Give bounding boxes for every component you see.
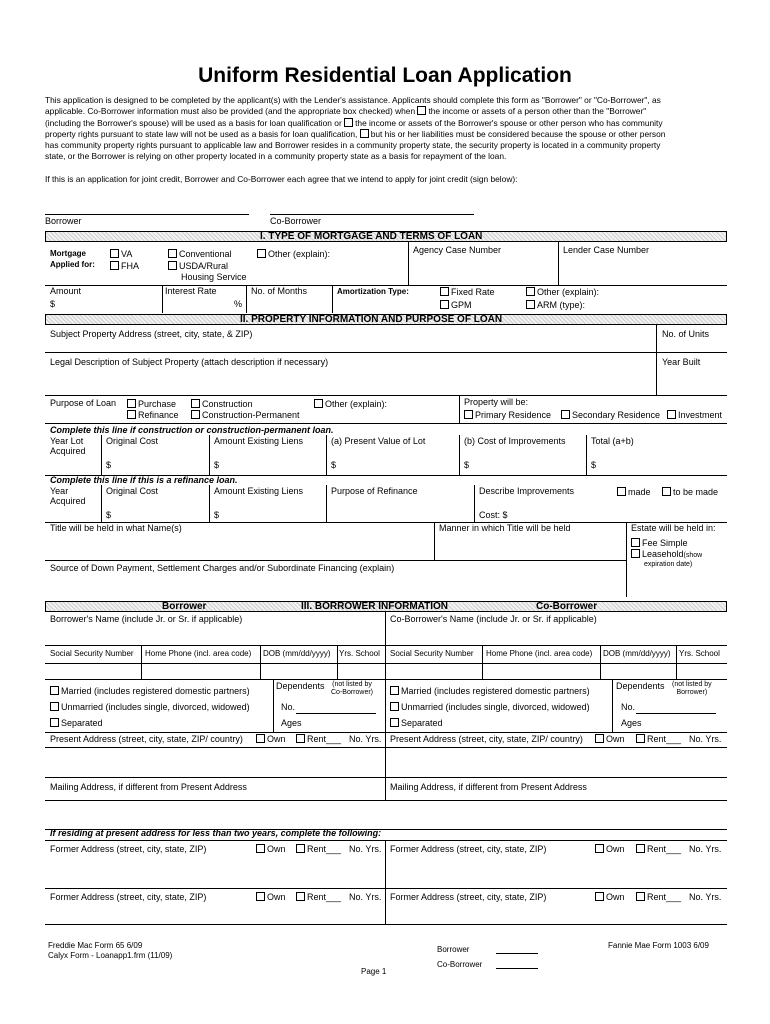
construction-perm-checkbox[interactable] — [191, 410, 200, 419]
c-former2-rent-checkbox[interactable] — [636, 892, 645, 901]
divider — [434, 522, 435, 560]
borrower-column-title: Borrower — [162, 601, 207, 612]
b-former-rent-option[interactable]: Rent___ — [296, 844, 341, 854]
amount-label: Amount — [50, 286, 82, 296]
conventional-label: Conventional — [179, 249, 232, 259]
b-former-own-checkbox[interactable] — [256, 844, 265, 853]
note-line: Co-Borrower) — [331, 689, 374, 696]
divider — [45, 777, 727, 778]
divider — [45, 395, 727, 396]
note-line: (not listed by — [672, 681, 712, 688]
coborrower-name-label: Co-Borrower's Name (include Jr. or Sr. if applicable) — [390, 614, 597, 624]
intro-line: This application is designed to be completed by the applicant(s) with the Lender's assistance. Applicants should complete this form as "Borrower" or "Co-Borrower", as — [45, 95, 661, 105]
borrower-name-label: Borrower's Name (include Jr. or Sr. if applicable) — [50, 614, 243, 624]
property-will-be-label: Property will be: — [464, 397, 529, 407]
divider — [162, 285, 163, 313]
c-no-yrs-label: No. Yrs. — [689, 734, 722, 744]
dollar-sign: $ — [214, 510, 220, 520]
other-amort-label: Other (explain): — [537, 287, 600, 297]
conventional-option[interactable] — [168, 249, 232, 259]
amount-dollar: $ — [50, 299, 56, 309]
year-built-label: Year Built — [662, 357, 701, 367]
b-former-address-label-2: Former Address (street, city, state, ZIP) — [50, 892, 207, 902]
joint-credit-text: If this is an application for joint credit, Borrower and Co-Borrower each agree that we intend to apply for joint credit (sign below): — [45, 174, 518, 184]
c-former2-rent-option[interactable]: Rent___ — [636, 892, 681, 902]
c-mailing-label: Mailing Address, if different from Present Address — [390, 782, 587, 792]
to-be-made-label: to be made — [673, 487, 719, 497]
leasehold-checkbox[interactable] — [631, 549, 640, 558]
investment-checkbox[interactable] — [667, 410, 676, 419]
c-dependents-ages: Ages — [621, 718, 642, 728]
borrower-signature-label: Borrower — [45, 216, 82, 226]
b-present-address-label: Present Address (street, city, state, ZIP/ country) — [50, 734, 243, 744]
c-former2-own-checkbox[interactable] — [595, 892, 604, 901]
b-separated-option[interactable] — [50, 718, 103, 728]
c-former-rent-option[interactable]: Rent___ — [636, 844, 681, 854]
fee-simple-option[interactable] — [631, 538, 688, 548]
coborrower-initials-line[interactable] — [496, 968, 538, 969]
title-held-label: Title will be held in what Name(s) — [50, 523, 182, 533]
primary-option[interactable] — [464, 410, 551, 420]
arm-option[interactable] — [526, 300, 585, 310]
form-title: Uniform Residential Loan Application — [198, 64, 572, 87]
divider — [45, 663, 727, 664]
other-amort-checkbox[interactable] — [526, 287, 535, 296]
fixed-rate-checkbox[interactable] — [440, 287, 449, 296]
coborrower-column-title: Co-Borrower — [536, 601, 598, 612]
section-2-header — [45, 314, 727, 325]
divider — [45, 732, 727, 733]
interest-rate-label: Interest Rate — [165, 286, 217, 296]
c-dependents-no-line[interactable] — [636, 713, 716, 714]
describe-improvements-label: Describe Improvements — [479, 486, 575, 496]
dollar-sign: $ — [591, 460, 597, 470]
usda-label-2: Housing Service — [181, 272, 247, 282]
c-former-own-checkbox[interactable] — [595, 844, 604, 853]
b-unmarried-checkbox[interactable] — [50, 702, 59, 711]
unmarried-label: Unmarried (includes single, divorced, widowed) — [401, 702, 590, 712]
secondary-checkbox[interactable] — [561, 410, 570, 419]
primary-label: Primary Residence — [475, 410, 552, 420]
leasehold-note-2: expiration date) — [644, 561, 693, 568]
rent-label: Rent — [647, 844, 667, 854]
amount-liens-label: Amount Existing Liens — [214, 436, 304, 446]
arm-checkbox[interactable] — [526, 300, 535, 309]
divider — [141, 645, 142, 679]
divider — [209, 485, 210, 522]
c-unmarried-checkbox[interactable] — [390, 702, 399, 711]
column-divider — [385, 840, 386, 924]
borrower-initials-line[interactable] — [496, 953, 538, 954]
construction-perm-label: Construction-Permanent — [202, 410, 300, 420]
divider — [45, 423, 727, 424]
c-rent-option[interactable]: Rent___ — [636, 734, 681, 744]
rent-label: Rent — [307, 892, 327, 902]
coborrower-dob-label: DOB (mm/dd/yyyy) — [603, 649, 671, 658]
usda-option[interactable] — [168, 261, 228, 271]
other-purpose-label: Other (explain): — [325, 399, 388, 409]
borrower-dob-label: DOB (mm/dd/yyyy) — [263, 649, 331, 658]
conventional-checkbox[interactable] — [168, 249, 177, 258]
original-cost-label: Original Cost — [106, 436, 159, 446]
coborrower-info-checkbox[interactable] — [417, 106, 426, 115]
divider — [337, 645, 338, 679]
intro-line: state, or the Borrower is relying on other property located in a community property state as a basis for repayment of the loan. — [45, 151, 507, 162]
intro-text: applicable. Co-Borrower information must also be provided (and the appropriate box checked) when — [45, 106, 416, 117]
divider — [101, 435, 102, 475]
usda-label: USDA/Rural — [179, 261, 229, 271]
b-unmarried-option[interactable] — [50, 702, 250, 712]
c-own-checkbox[interactable] — [595, 734, 604, 743]
section-3-title: III. BORROWER INFORMATION — [301, 601, 449, 612]
footer-borrower-label: Borrower — [437, 945, 470, 954]
b-former-address-label: Former Address (street, city, state, ZIP) — [50, 844, 207, 854]
dollar-sign: $ — [106, 460, 112, 470]
residing-note: If residing at present address for less than two years, complete the following: — [50, 828, 382, 838]
mortgage-applied-label — [50, 248, 95, 270]
made-label: made — [628, 487, 651, 497]
divider — [326, 435, 327, 475]
b-rent-option[interactable]: Rent___ — [296, 734, 341, 744]
other-purpose-checkbox[interactable] — [314, 399, 323, 408]
married-label: Married (includes registered domestic partners) — [401, 686, 590, 696]
divider — [45, 747, 727, 748]
b-former-no-yrs: No. Yrs. — [349, 844, 382, 854]
divider — [45, 560, 626, 561]
arm-label: ARM (type): — [537, 300, 586, 310]
own-label: Own — [606, 734, 625, 744]
b-separated-checkbox[interactable] — [50, 718, 59, 727]
c-own-option[interactable] — [595, 734, 625, 744]
c-married-checkbox[interactable] — [390, 686, 399, 695]
intro-text: (including the Borrower's spouse) will be used as a basis for loan qualification or — [45, 117, 342, 128]
legal-description-label: Legal Description of Subject Property (attach description if necessary) — [50, 357, 329, 367]
coborrower-school-label: Yrs. School — [679, 649, 720, 658]
c-dependents-no: No. — [621, 702, 636, 712]
lender-case-label: Lender Case Number — [563, 245, 650, 255]
divider — [600, 645, 601, 679]
divider — [45, 924, 727, 925]
fha-checkbox[interactable] — [110, 261, 119, 270]
divider — [45, 352, 727, 353]
intro-text: property rights pursuant to state law will not be used as a basis for loan qualification, — [45, 128, 358, 139]
dollar-sign: $ — [464, 460, 470, 470]
dollar-sign: $ — [106, 510, 112, 520]
va-option[interactable] — [110, 249, 132, 259]
divider — [45, 800, 727, 801]
column-divider — [385, 612, 386, 800]
divider — [260, 645, 261, 679]
refinance-option[interactable] — [127, 410, 179, 420]
divider — [273, 679, 274, 732]
borrower-signature-line[interactable] — [45, 214, 249, 215]
fannie-form-label: Fannie Mae Form 1003 6/09 — [608, 941, 709, 950]
coborrower-signature-label: Co-Borrower — [270, 216, 322, 226]
to-be-made-checkbox[interactable] — [662, 487, 671, 496]
cost-label: Cost: $ — [479, 510, 508, 520]
intro-line: has community property rights pursuant to applicable law and Borrower resides in a community property state, the security property is located in a community property — [45, 140, 661, 151]
c-former-own-option[interactable] — [595, 844, 625, 854]
married-label: Married (includes registered domestic partners) — [61, 686, 250, 696]
other-purpose-option[interactable] — [314, 399, 387, 409]
page-number: Page 1 — [361, 967, 387, 976]
purpose-refinance-label: Purpose of Refinance — [331, 486, 418, 496]
coborrower-ssn-label: Social Security Number — [390, 649, 474, 658]
coborrower-signature-line[interactable] — [270, 214, 474, 215]
b-former2-no-yrs: No. Yrs. — [349, 892, 382, 902]
construction-label: Construction — [202, 399, 253, 409]
c-separated-option[interactable] — [390, 718, 443, 728]
total-label: Total (a+b) — [591, 436, 634, 446]
label-line: Year — [50, 486, 69, 496]
gpm-label: GPM — [451, 300, 472, 310]
divider — [332, 285, 333, 313]
fixed-rate-option[interactable] — [440, 287, 495, 297]
borrower-ssn-label: Social Security Number — [50, 649, 134, 658]
dollar-sign: $ — [214, 460, 220, 470]
divider — [626, 522, 627, 597]
no-months-label: No. of Months — [251, 286, 308, 296]
own-label: Own — [606, 892, 625, 902]
section-1-header — [45, 231, 727, 242]
label-line: Year Lot — [50, 436, 84, 446]
divider — [656, 325, 657, 395]
separated-label: Separated — [401, 718, 443, 728]
divider — [482, 645, 483, 679]
b-married-checkbox[interactable] — [50, 686, 59, 695]
note-line: Borrower) — [676, 689, 708, 696]
construction-perm-option[interactable] — [191, 410, 300, 420]
divider — [45, 285, 727, 286]
divider — [101, 485, 102, 522]
c-former-no-yrs: No. Yrs. — [689, 844, 722, 854]
c-present-address-label: Present Address (street, city, state, ZIP/ country) — [390, 734, 583, 744]
intro-text: but his or her liabilities must be considered because the spouse or other person — [370, 128, 666, 139]
divider — [586, 435, 587, 475]
b-no-yrs-label: No. Yrs. — [349, 734, 382, 744]
purpose-label: Purpose of Loan — [50, 398, 117, 408]
refinance-line-note: Complete this line if this is a refinance loan. — [50, 475, 238, 485]
original-cost-label: Original Cost — [106, 486, 159, 496]
b-not-listed-note — [331, 681, 373, 697]
present-value-label: (a) Present Value of Lot — [331, 436, 426, 446]
label-line: Acquired — [50, 446, 86, 456]
usda-checkbox[interactable] — [168, 261, 177, 270]
b-married-option[interactable] — [50, 686, 250, 696]
freddie-form-label: Freddie Mac Form 65 6/09 — [48, 941, 143, 950]
other-mortgage-checkbox[interactable] — [257, 249, 266, 258]
investment-label: Investment — [678, 410, 723, 420]
intro-text: the income or assets of the Borrower's spouse or other person who has community — [355, 117, 663, 128]
subject-address-label: Subject Property Address (street, city, state, & ZIP) — [50, 329, 253, 339]
label-line: Acquired — [50, 496, 86, 506]
leasehold-note: (show — [683, 552, 703, 559]
intro-text: the income or assets of a person other than the "Borrower" — [428, 106, 647, 117]
construction-line-note: Complete this line if construction or construction-permanent loan. — [50, 425, 334, 435]
purchase-option[interactable] — [127, 399, 176, 409]
b-former2-own-option[interactable] — [256, 892, 286, 902]
secondary-label: Secondary Residence — [572, 410, 661, 420]
c-former-address-label-2: Former Address (street, city, state, ZIP) — [390, 892, 547, 902]
rent-label: Rent — [307, 844, 327, 854]
note-line: (not listed by — [332, 681, 372, 688]
intro-line — [45, 129, 727, 140]
construction-option[interactable] — [191, 399, 253, 409]
spouse-income-checkbox[interactable] — [344, 118, 353, 127]
b-own-checkbox[interactable] — [256, 734, 265, 743]
made-checkbox[interactable] — [617, 487, 626, 496]
fee-simple-checkbox[interactable] — [631, 538, 640, 547]
refinance-label: Refinance — [138, 410, 179, 420]
divider — [326, 485, 327, 522]
divider — [408, 242, 409, 285]
purchase-checkbox[interactable] — [127, 399, 136, 408]
b-former-rent-checkbox[interactable] — [296, 844, 305, 853]
label-line: Applied for: — [50, 260, 95, 269]
no-units-label: No. of Units — [662, 329, 710, 339]
own-label: Own — [267, 892, 286, 902]
construction-checkbox[interactable] — [191, 399, 200, 408]
divider — [459, 395, 460, 423]
b-former2-rent-checkbox[interactable] — [296, 892, 305, 901]
label-line: Mortgage — [50, 249, 86, 258]
investment-option[interactable] — [667, 410, 722, 420]
divider — [45, 840, 727, 841]
c-separated-checkbox[interactable] — [390, 718, 399, 727]
b-mailing-label: Mailing Address, if different from Present Address — [50, 782, 247, 792]
fha-label: FHA — [121, 261, 139, 271]
rent-label: Rent — [647, 892, 667, 902]
c-rent-checkbox[interactable] — [636, 734, 645, 743]
agency-case-label: Agency Case Number — [413, 245, 502, 255]
gpm-checkbox[interactable] — [440, 300, 449, 309]
rent-label: Rent — [647, 734, 667, 744]
divider — [474, 485, 475, 522]
c-dependents-label: Dependents — [616, 681, 665, 691]
c-former-rent-checkbox[interactable] — [636, 844, 645, 853]
own-label: Own — [267, 734, 286, 744]
c-married-option[interactable] — [390, 686, 590, 696]
primary-checkbox[interactable] — [464, 410, 473, 419]
b-dependents-no-line[interactable] — [296, 713, 376, 714]
intro-line — [45, 118, 727, 129]
own-label: Own — [267, 844, 286, 854]
estate-held-label: Estate will be held in: — [631, 523, 716, 533]
fixed-rate-label: Fixed Rate — [451, 287, 495, 297]
b-rent-checkbox[interactable] — [296, 734, 305, 743]
c-former2-own-option[interactable] — [595, 892, 625, 902]
leasehold-label: Leasehold — [642, 549, 684, 559]
source-down-label: Source of Down Payment, Settlement Charges and/or Subordinate Financing (explain) — [50, 563, 395, 573]
divider — [676, 645, 677, 679]
amount-liens-label: Amount Existing Liens — [214, 486, 304, 496]
b-former2-own-checkbox[interactable] — [256, 892, 265, 901]
borrower-phone-label: Home Phone (incl. area code) — [145, 649, 252, 658]
divider — [45, 679, 727, 680]
va-checkbox[interactable] — [110, 249, 119, 258]
divider — [45, 888, 727, 889]
separated-label: Separated — [61, 718, 103, 728]
section-2-title: II. PROPERTY INFORMATION AND PURPOSE OF LOAN — [240, 314, 503, 325]
other-mortgage-label: Other (explain): — [268, 249, 331, 259]
c-former2-no-yrs: No. Yrs. — [689, 892, 722, 902]
amortization-type-label: Amortization Type: — [337, 287, 409, 296]
footer-coborrower-label: Co-Borrower — [437, 960, 483, 969]
other-mortgage-option[interactable] — [257, 249, 330, 259]
calyx-form-label: Calyx Form - Loanapp1.frm (11/09) — [48, 951, 173, 960]
va-label: VA — [121, 249, 133, 259]
divider — [246, 285, 247, 313]
unmarried-label: Unmarried (includes single, divorced, widowed) — [61, 702, 250, 712]
b-dependents-ages: Ages — [281, 718, 302, 728]
rent-label: Rent — [307, 734, 327, 744]
own-label: Own — [606, 844, 625, 854]
intro-paragraph — [45, 95, 727, 163]
borrower-school-label: Yrs. School — [339, 649, 380, 658]
fha-option[interactable] — [110, 261, 139, 271]
cost-improvements-label: (b) Cost of Improvements — [464, 436, 566, 446]
year-lot-acquired-label — [50, 436, 86, 456]
manner-title-label: Manner in which Title will be held — [439, 523, 571, 533]
divider — [612, 679, 613, 732]
coborrower-phone-label: Home Phone (incl. area code) — [486, 649, 593, 658]
gpm-option[interactable] — [440, 300, 472, 310]
purchase-label: Purchase — [138, 399, 177, 409]
leasehold-option[interactable] — [631, 549, 702, 559]
divider — [209, 435, 210, 475]
other-amort-option[interactable] — [526, 287, 599, 297]
fee-simple-label: Fee Simple — [642, 538, 688, 548]
section-3-header — [45, 601, 727, 612]
c-not-listed-note — [672, 681, 712, 697]
b-former2-rent-option[interactable]: Rent___ — [296, 892, 341, 902]
b-dependents-label: Dependents — [276, 681, 325, 691]
made-option[interactable] — [617, 487, 651, 497]
year-acquired-label — [50, 486, 86, 506]
refinance-checkbox[interactable] — [127, 410, 136, 419]
community-property-checkbox[interactable] — [360, 129, 369, 138]
divider — [459, 435, 460, 475]
b-own-option[interactable] — [256, 734, 286, 744]
b-former-own-option[interactable] — [256, 844, 286, 854]
interest-percent: % — [234, 299, 243, 309]
section-1-title: I. TYPE OF MORTGAGE AND TERMS OF LOAN — [260, 231, 483, 242]
b-dependents-no: No. — [281, 702, 296, 712]
c-former-address-label: Former Address (street, city, state, ZIP) — [390, 844, 547, 854]
c-unmarried-option[interactable] — [390, 702, 590, 712]
to-be-made-option[interactable] — [662, 487, 718, 497]
dollar-sign: $ — [331, 460, 337, 470]
divider — [45, 645, 727, 646]
divider — [558, 242, 559, 285]
secondary-option[interactable] — [561, 410, 660, 420]
intro-line — [45, 106, 727, 117]
